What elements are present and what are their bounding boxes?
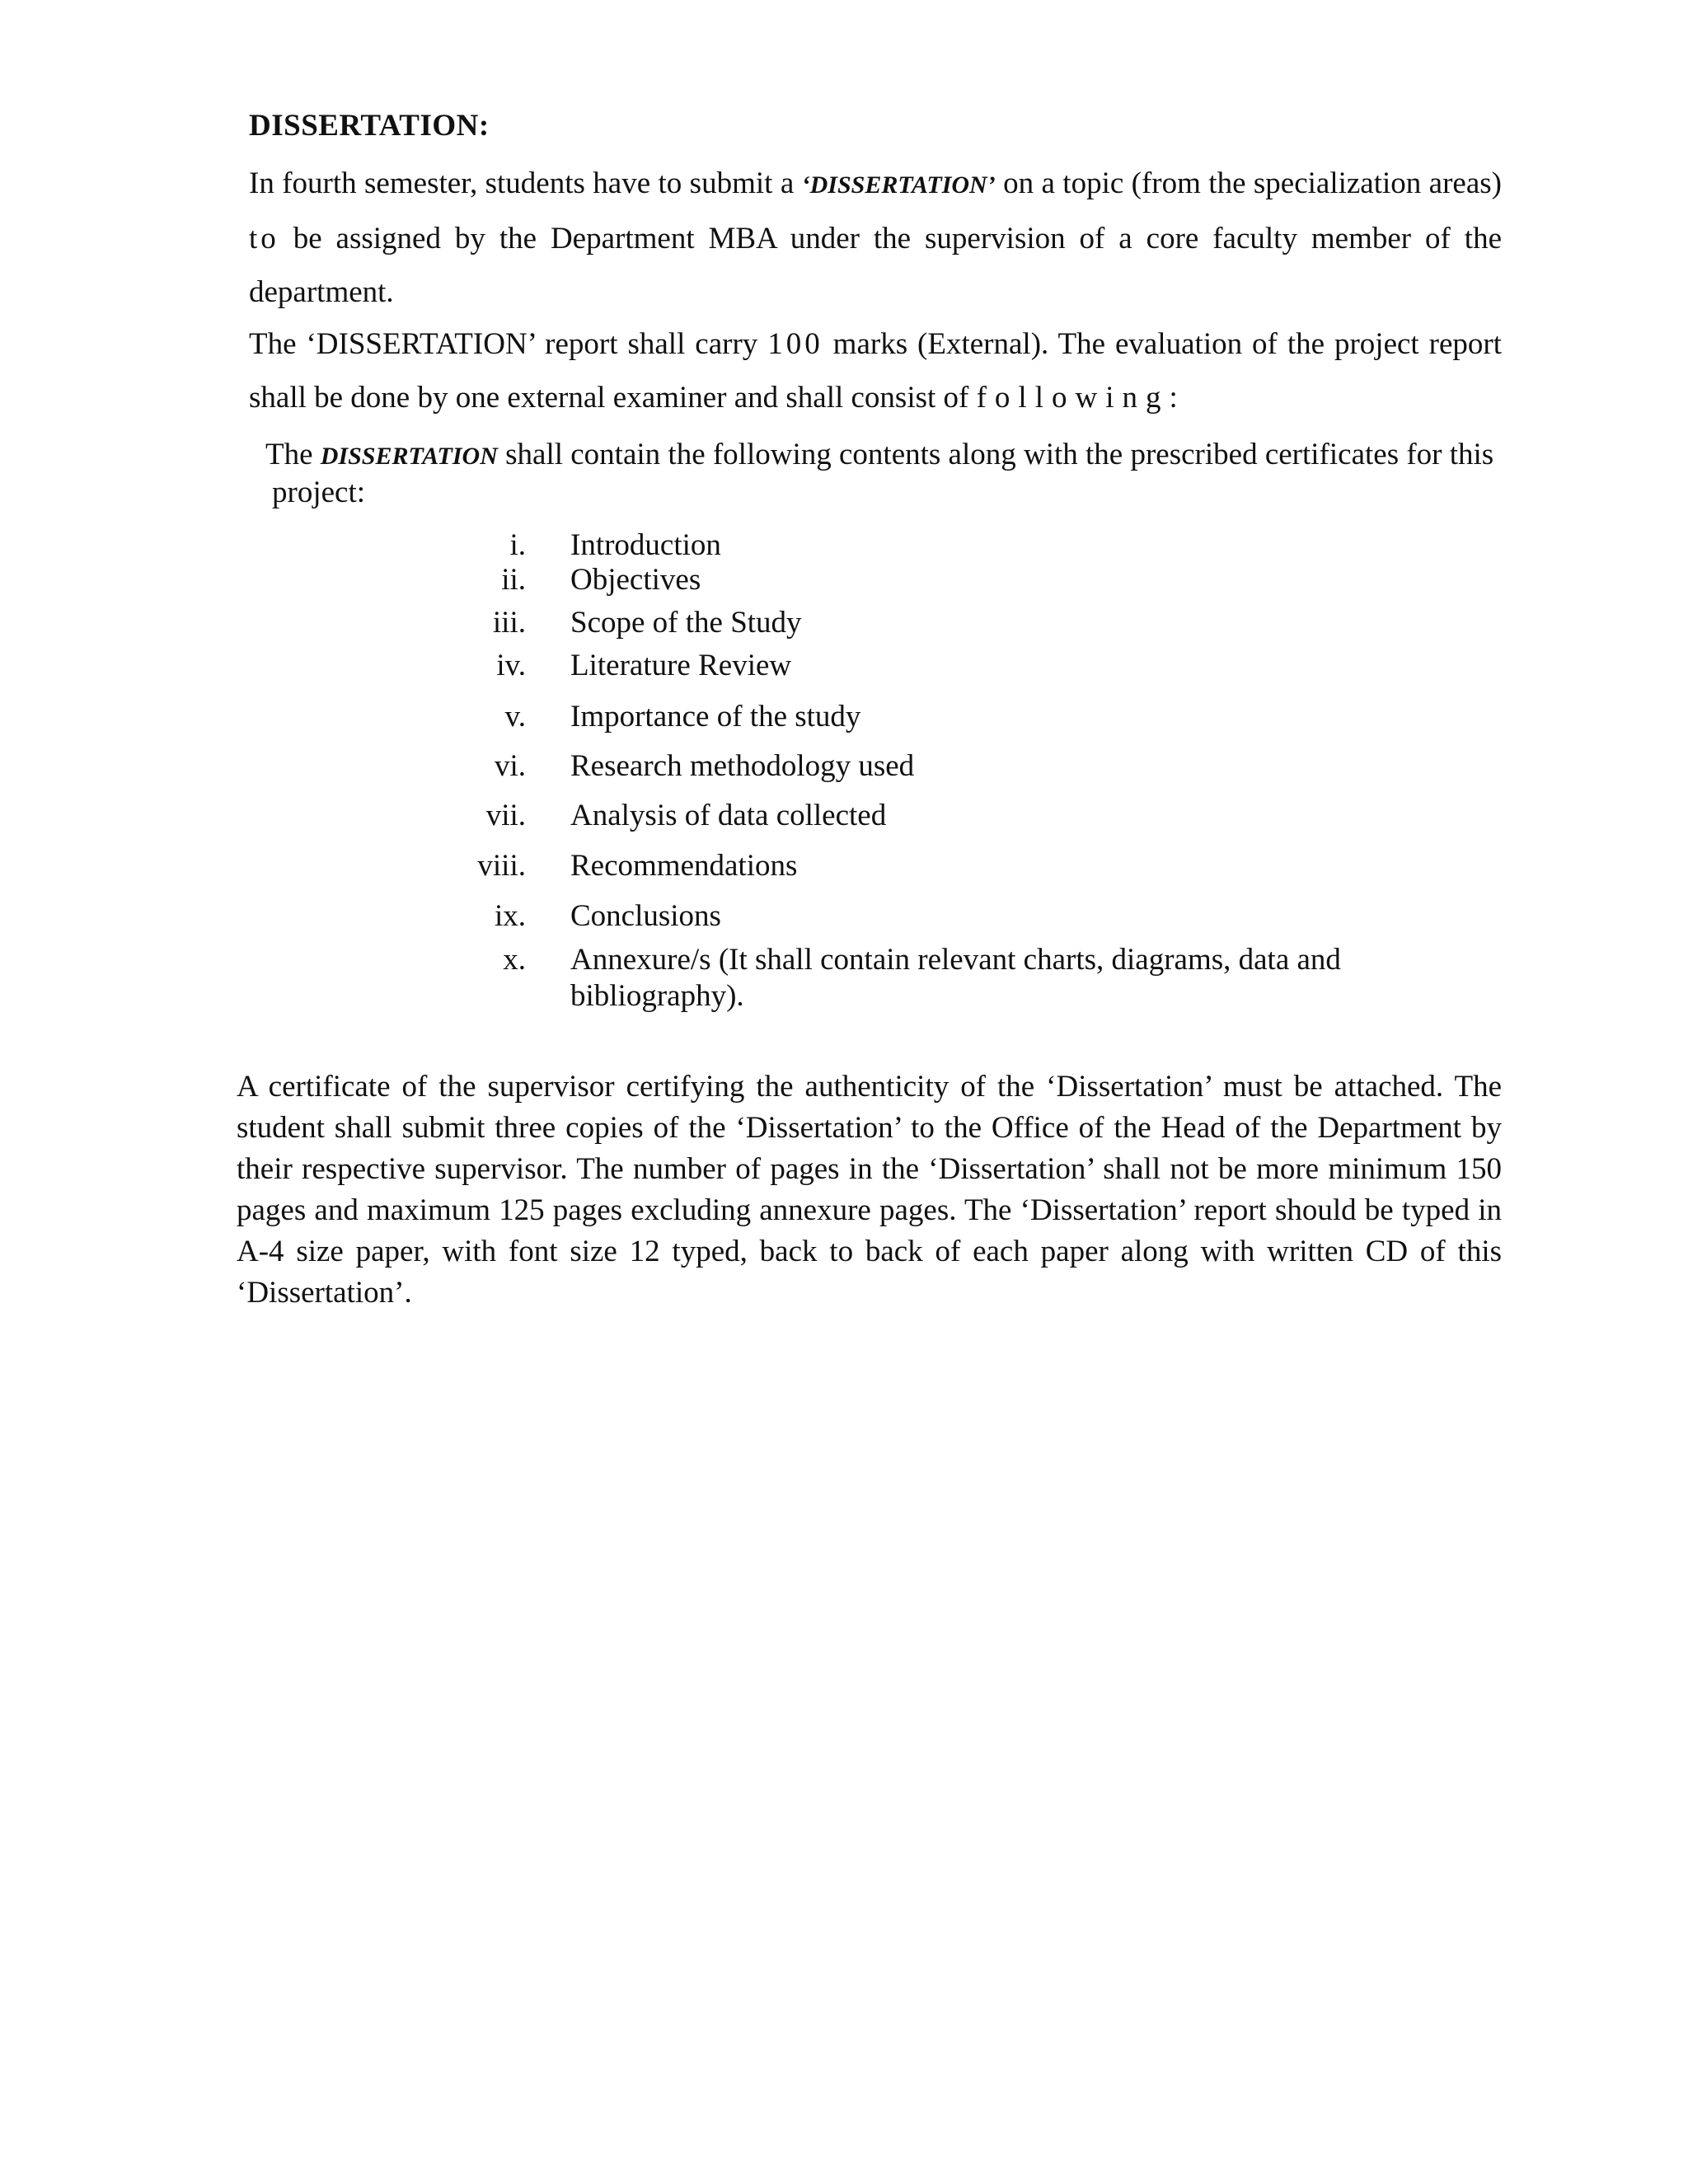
contents-intro-start: The <box>265 438 321 471</box>
list-item-number: i. <box>509 528 526 562</box>
section-heading: DISSERTATION: <box>249 109 490 143</box>
list-item-text: Scope of the Study <box>570 606 802 640</box>
contents-intro-rest: shall contain the following contents along with the prescribed certificates for this <box>497 438 1494 471</box>
list-item-text: Annexure/s (It shall contain relevant charts, diagrams, data and bibliography). <box>570 943 1341 1013</box>
para2-marks: 100 <box>767 327 823 361</box>
list-item-text: Conclusions <box>570 899 721 933</box>
contents-intro-line <box>265 437 1502 475</box>
list-item-text: Recommendations <box>570 849 798 883</box>
list-item-text: Importance of the study <box>570 700 861 733</box>
list-item-text: Introduction <box>570 528 721 562</box>
para2-text-middle: marks (External). The evaluation of the project report shall be done by one external examiner and shall consist of <box>249 327 1502 415</box>
evaluation-paragraph <box>249 317 1502 424</box>
certificate-paragraph: A certificate of the supervisor certifying the authenticity of the ‘Dissertation’ must be attached. The student shall submit three copies of the ‘Dissertation’ to the Office of the Head of the Department by their respective supervisor. The number of pages in the ‘Dissertation’ shall not be more minimum 150 pages and maximum 125 pages excluding annexure pages. The ‘Dissertation’ report should be typed in A-4 size paper, with font size 12 typed, back to back of each paper along with written CD of this ‘Dissertation’. <box>237 1070 1502 1310</box>
list-item-text: Research methodology used <box>570 749 915 783</box>
dissertation-intro-paragraph <box>249 157 1502 319</box>
list-item-number: viii. <box>477 849 526 883</box>
list-item-number: iii. <box>492 606 526 640</box>
list-item-number: iv. <box>496 649 526 682</box>
para2-text-start: The ‘DISSERTATION’ report shall carry <box>249 327 768 361</box>
contents-intro-continuation: project: <box>272 476 366 509</box>
para1-emphasis: ‘DISSERTATION’ <box>801 171 996 199</box>
para1-spaced-word: to <box>249 222 279 255</box>
para2-spaced-word: following <box>976 381 1170 415</box>
list-item-number: vi. <box>494 749 526 783</box>
para1-text-middle: on a topic (from the specialization areas) <box>995 166 1502 200</box>
list-item-text: Objectives <box>570 563 701 597</box>
list-item-text: Literature Review <box>570 649 792 682</box>
list-item-number: vii. <box>485 799 526 832</box>
contents-intro-emphasis: DISSERTATION <box>320 443 498 470</box>
list-item-number: x. <box>503 943 526 977</box>
contents-intro <box>265 437 1502 511</box>
list-item-text: Analysis of data collected <box>570 799 887 832</box>
para2-text-end: : <box>1169 381 1178 415</box>
para1-text-start: In fourth semester, students have to submit a <box>249 166 802 200</box>
list-item-number: ix. <box>494 899 526 933</box>
para1-text-end: be assigned by the Department MBA under the supervision of a core faculty member of the department. <box>249 222 1502 309</box>
list-item-number: v. <box>504 700 526 733</box>
list-item-number: ii. <box>501 563 526 597</box>
